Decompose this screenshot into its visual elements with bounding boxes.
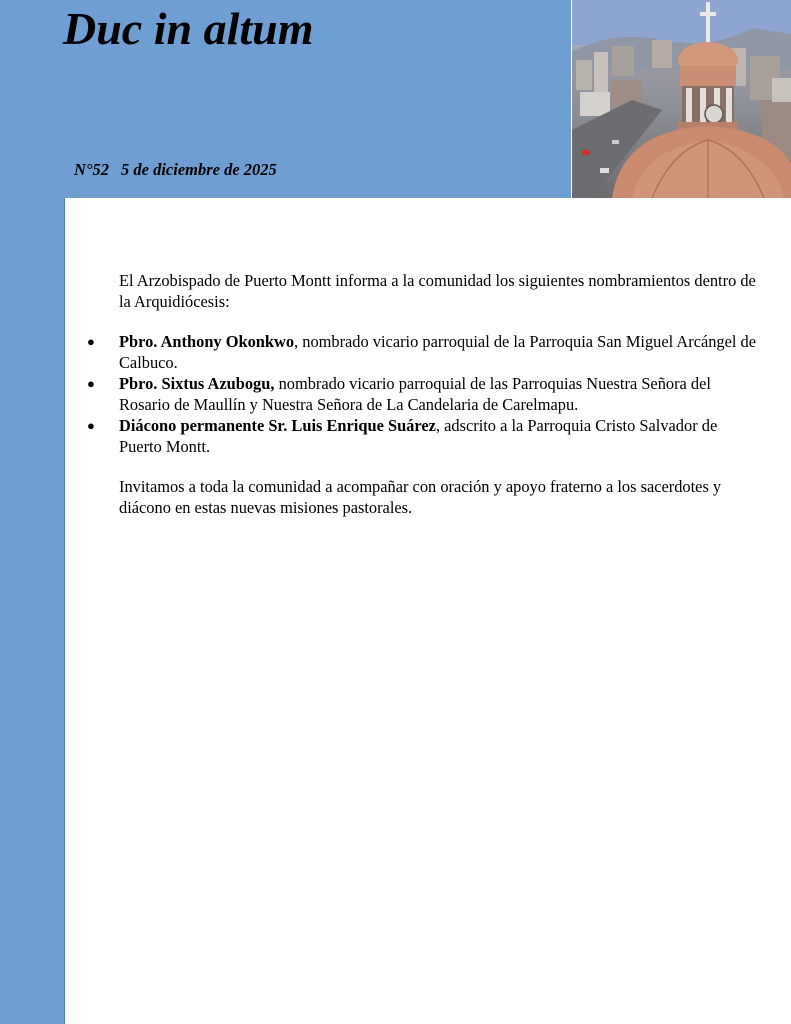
appointment-text: , nombrado vicario parroquial de la Parroquia San Miguel Arcángel de Calbuco. (119, 332, 757, 372)
list-item (87, 331, 759, 373)
issue-number: N°52 (74, 160, 110, 179)
list-item (87, 415, 759, 457)
appointment-text: nombrado vicario parroquial de las Parroquias Nuestra Señora del Rosario de Maullín y Nuestra Señora de La Candelaria de Carelmapu. (119, 374, 711, 414)
bullet-icon: ● (87, 376, 95, 391)
newsletter-title: Duc in altum (63, 3, 314, 54)
bullet-icon: ● (87, 334, 95, 349)
intro-paragraph: El Arzobispado de Puerto Montt informa a la comunidad los siguientes nombramientos dentro de la Arquidiócesis: (119, 271, 756, 311)
appointee-name: Pbro. Sixtus Azubogu, (119, 374, 275, 393)
cathedral-dome-illustration (572, 0, 791, 198)
announcement-body (87, 270, 759, 518)
issue-date: 5 de diciembre de 2025 (121, 160, 277, 179)
appointment-text: , adscrito a la Parroquia Cristo Salvador de Puerto Montt. (119, 416, 718, 456)
cathedral-dome-photo (572, 0, 791, 198)
header-banner (64, 0, 571, 198)
bullet-icon: ● (87, 418, 95, 433)
list-item (87, 373, 759, 415)
issue-line (74, 160, 277, 180)
left-sidebar-band (0, 0, 65, 1024)
closing-paragraph: Invitamos a toda la comunidad a acompañar con oración y apoyo fraterno a los sacerdotes y diácono en estas nuevas misiones pastorales. (119, 477, 722, 517)
appointments-list (87, 331, 759, 457)
appointee-name: Pbro. Anthony Okonkwo (119, 332, 295, 351)
appointee-name: Diácono permanente Sr. Luis Enrique Suárez (119, 416, 436, 435)
